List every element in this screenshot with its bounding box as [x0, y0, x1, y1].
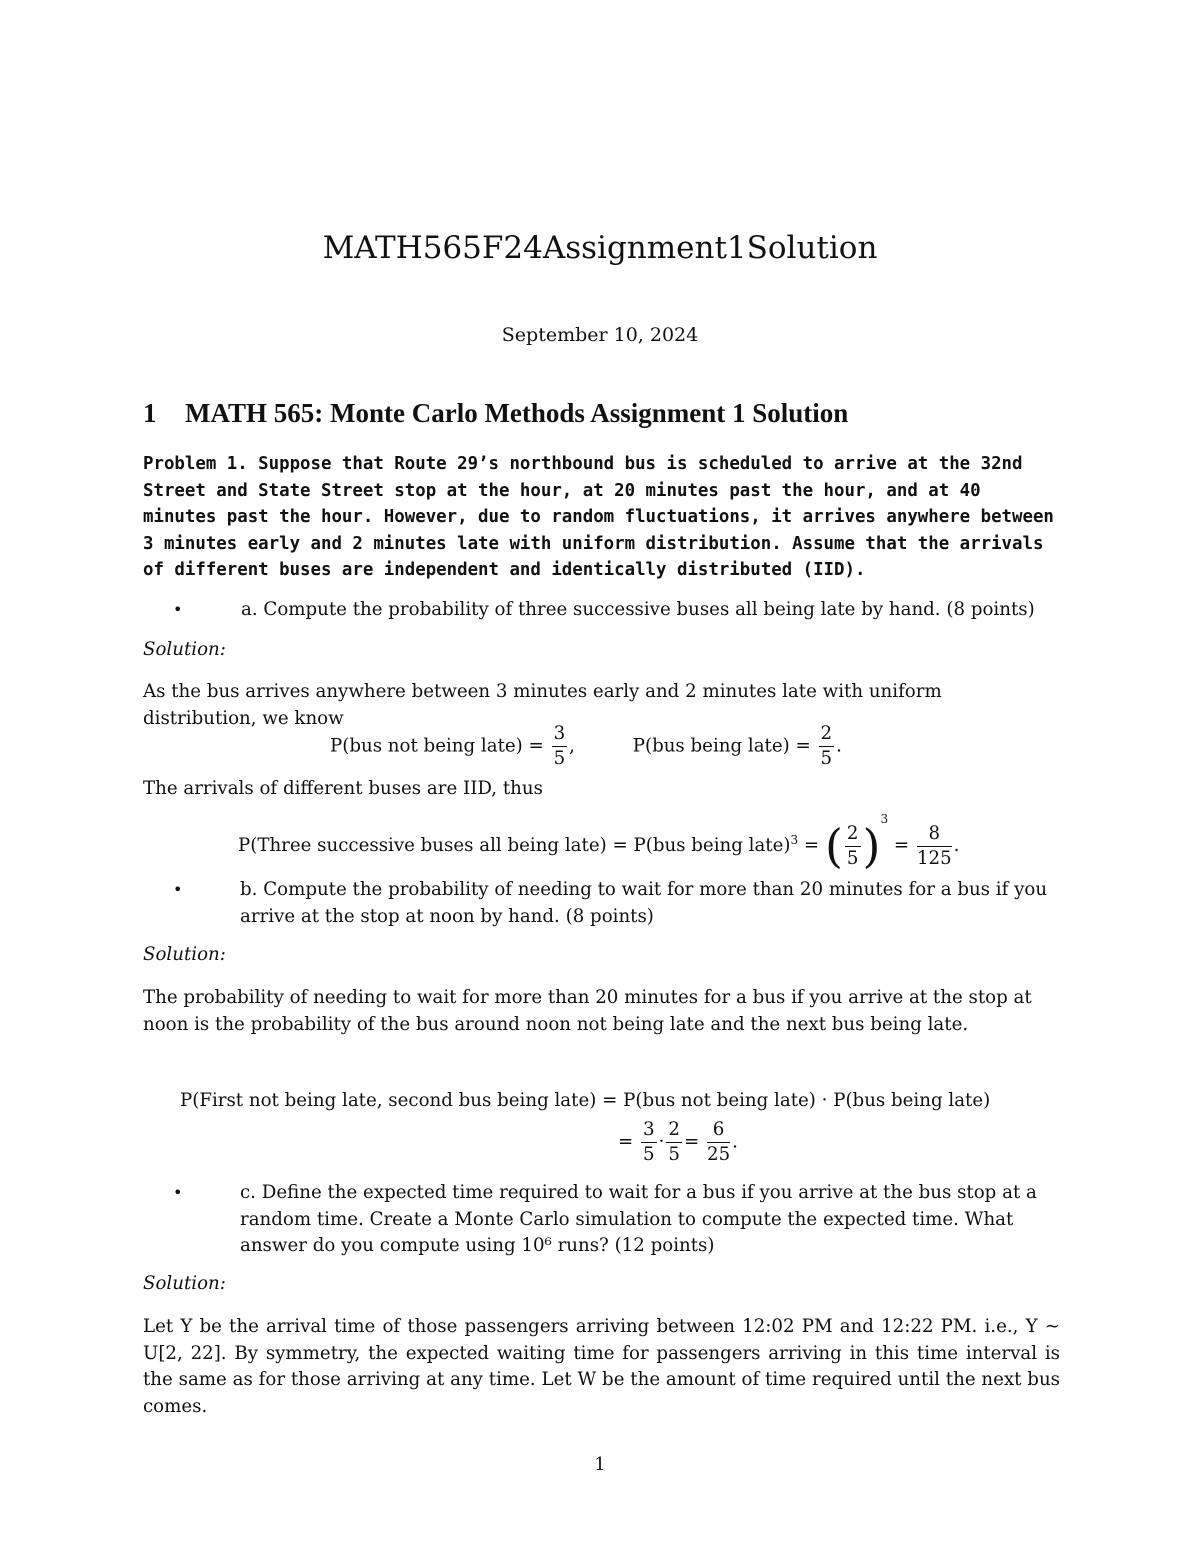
fraction-numerator: 3 [641, 1118, 657, 1143]
bullet-icon: • [173, 880, 183, 899]
solution-label-c: Solution: [143, 1273, 226, 1294]
list-item-part-a [143, 597, 1060, 624]
part-b-paragraph: The probability of needing to wait for more than 20 minutes for a bus if you arrive at the stop at noon is the probability of the bus around noon not being late and the next bus being late. [143, 987, 1032, 1035]
section-heading [143, 398, 848, 429]
fraction-numerator: 2 [819, 722, 835, 747]
part-a-paragraph-2: The arrivals of different buses are IID, thus [143, 778, 543, 799]
fraction-denominator: 125 [916, 847, 952, 869]
equation-a1: P(bus not being late) = $\frac{3}{5}$ , P(bus being late) = $\frac{2}{5}$ . [330, 723, 842, 769]
equation-a2: P(Three successive buses all being late) = P(bus being late)$^3$ = ( $\frac{2}{5}$ )$^3$ = $\frac{8}{125}$ . [238, 812, 960, 873]
equation-a1-mid: P(bus being late) = [632, 735, 811, 757]
page-number: 1 [594, 1454, 606, 1475]
part-a-text: a. Compute the probability of three successive buses all being late by hand. (8 points) [241, 599, 1035, 620]
solution-label-a: Solution: [143, 639, 226, 660]
bullet-icon: • [173, 600, 183, 619]
fraction-denominator: 5 [643, 1144, 655, 1165]
equals-sign: = [893, 835, 910, 856]
equation-a2-exponent-2: 3 [880, 812, 889, 826]
equation-a2-exponent: 3 [790, 832, 799, 847]
bullet-icon: • [173, 1183, 183, 1202]
document-date: September 10, 2024 [501, 324, 699, 346]
fraction-numerator: 2 [666, 1118, 682, 1143]
solution-label-b: Solution: [143, 944, 226, 965]
equation-b-line2: = $\frac{3}{5}$ · $\frac{2}{5}$ = $\frac{6}{25}$ . [618, 1119, 738, 1165]
fraction-denominator: 5 [820, 748, 833, 769]
equation-a2-left: P(Three successive buses all being late) = P(bus being late) [238, 835, 791, 856]
equation-a1-left: P(bus not being late) = [330, 735, 544, 757]
document-title: MATH565F24Assignment1Solution [322, 230, 878, 266]
list-item-part-b [143, 877, 1060, 930]
list-item-part-c [143, 1180, 1060, 1260]
section-number: 1 [143, 398, 157, 428]
fraction-numerator: 2 [845, 822, 861, 847]
part-c-paragraph: Let Y be the arrival time of those passengers arriving between 12:02 PM and 12:22 PM. i.e., Y ∼ U[2, 22]. By symmetry, the expected waiting time for passengers arriving in this time interval is the same as for those arriving at any time. Let W be the amount of time required until the next bus comes. [143, 1316, 1060, 1417]
part-a-paragraph: As the bus arrives anywhere between 3 minutes early and 2 minutes late with uniform distribution, we know [143, 681, 942, 729]
equation-b-line1: P(First not being late, second bus being late) = P(bus not being late) · P(bus being late) [180, 1090, 991, 1111]
section-title: MATH 565: Monte Carlo Methods Assignment 1 Solution [185, 398, 849, 428]
fraction-denominator: 5 [668, 1144, 680, 1165]
fraction-numerator: 8 [917, 822, 952, 847]
problem-statement: Problem 1. Suppose that Route 29’s northbound bus is scheduled to arrive at the 32nd Street and State Street stop at the hour, at 20 minutes past the hour, and at 40 minutes past the hour. However, due to random fluctuations, it arrives anywhere between 3 minutes early and 2 minutes late with uniform distribution. Assume that the arrivals of different buses are independent and identically distributed (IID). [143, 454, 1054, 580]
part-c-text: c. Define the expected time required to wait for a bus if you arrive at the bus stop at a random time. Create a Monte Carlo simulation to compute the expected time. What answer do you compute using 10⁶ runs? (12 points) [240, 1182, 1037, 1256]
fraction-numerator: 3 [552, 722, 568, 747]
fraction-denominator: 5 [846, 847, 859, 869]
part-b-text: b. Compute the probability of needing to wait for more than 20 minutes for a bus if you arrive at the stop at noon by hand. (8 points) [240, 879, 1048, 927]
fraction-denominator: 25 [707, 1144, 731, 1165]
fraction-denominator: 5 [553, 748, 566, 769]
fraction-numerator: 6 [707, 1118, 730, 1143]
equals-sign: = [803, 835, 820, 856]
